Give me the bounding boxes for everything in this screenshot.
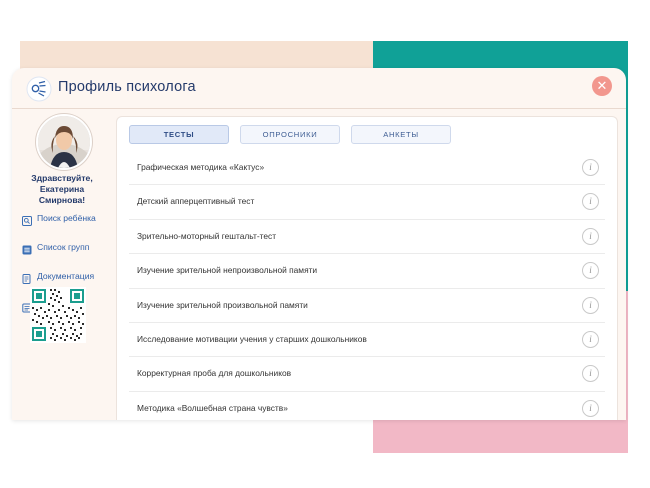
sidebar bbox=[12, 109, 112, 420]
search-child-icon bbox=[22, 213, 32, 223]
info-icon[interactable]: i bbox=[582, 262, 599, 279]
info-icon[interactable]: i bbox=[582, 228, 599, 245]
sidebar-item-label: Документация bbox=[37, 270, 95, 281]
list-item[interactable] bbox=[129, 289, 605, 323]
list-item[interactable] bbox=[129, 357, 605, 391]
tab-bar bbox=[129, 125, 451, 144]
qr-code bbox=[30, 287, 86, 343]
info-icon[interactable]: i bbox=[582, 193, 599, 210]
tab-tests[interactable]: ТЕСТЫ bbox=[129, 125, 229, 144]
list-item[interactable] bbox=[129, 254, 605, 288]
list-item-label: Детский апперцептивный тест bbox=[137, 196, 255, 207]
greeting-line-1: Здравствуйте, bbox=[31, 173, 93, 183]
page-title: Профиль психолога bbox=[58, 79, 196, 95]
psychologist-profile-card bbox=[12, 68, 626, 420]
info-icon[interactable]: i bbox=[582, 331, 599, 348]
info-icon[interactable]: i bbox=[582, 159, 599, 176]
avatar bbox=[36, 114, 92, 170]
list-item-label: Исследование мотивации учения у старших дошкольников bbox=[137, 333, 367, 344]
sidebar-item-label: Поиск ребёнка bbox=[37, 212, 96, 223]
list-item-label: Изучение зрительной произвольной памяти bbox=[137, 299, 308, 310]
documents-icon bbox=[22, 271, 32, 281]
white-margin-right bbox=[628, 0, 650, 488]
white-margin-bottom bbox=[0, 453, 650, 488]
info-icon[interactable]: i bbox=[582, 365, 599, 382]
list-item[interactable] bbox=[129, 220, 605, 254]
card-header bbox=[12, 68, 626, 108]
tests-list bbox=[129, 151, 605, 420]
content-panel bbox=[116, 116, 618, 420]
info-icon[interactable]: i bbox=[582, 400, 599, 417]
list-item-label: Методика «Волшебная страна чувств» bbox=[137, 402, 288, 413]
list-item[interactable] bbox=[129, 323, 605, 357]
greeting bbox=[12, 173, 112, 206]
groups-list-icon bbox=[22, 242, 32, 252]
close-icon[interactable]: ✕ bbox=[592, 76, 612, 96]
greeting-line-3: Смирнова! bbox=[38, 195, 86, 205]
tab-questionnaires[interactable]: ОПРОСНИКИ bbox=[240, 125, 340, 144]
list-item-label: Зрительно-моторный гештальт-тест bbox=[137, 230, 277, 241]
list-item-label: Изучение зрительной непроизвольной памяти bbox=[137, 265, 318, 276]
list-item-label: Графическая методика «Кактус» bbox=[137, 162, 265, 172]
sidebar-item-documentation[interactable] bbox=[22, 268, 112, 283]
greeting-line-2: Екатерина bbox=[39, 184, 85, 194]
sidebar-item-groups-list[interactable] bbox=[22, 239, 112, 254]
info-icon[interactable]: i bbox=[582, 297, 599, 314]
list-item[interactable] bbox=[129, 392, 605, 420]
white-margin-top bbox=[0, 0, 650, 41]
sidebar-item-label: Список групп bbox=[37, 241, 90, 252]
list-item[interactable] bbox=[129, 151, 605, 185]
tab-forms[interactable]: АНКЕТЫ bbox=[351, 125, 451, 144]
sidebar-item-search-child[interactable] bbox=[22, 210, 112, 225]
psychologist-logo-icon bbox=[26, 76, 52, 102]
list-item-label: Корректурная проба для дошкольников bbox=[137, 368, 292, 379]
list-item[interactable] bbox=[129, 185, 605, 219]
